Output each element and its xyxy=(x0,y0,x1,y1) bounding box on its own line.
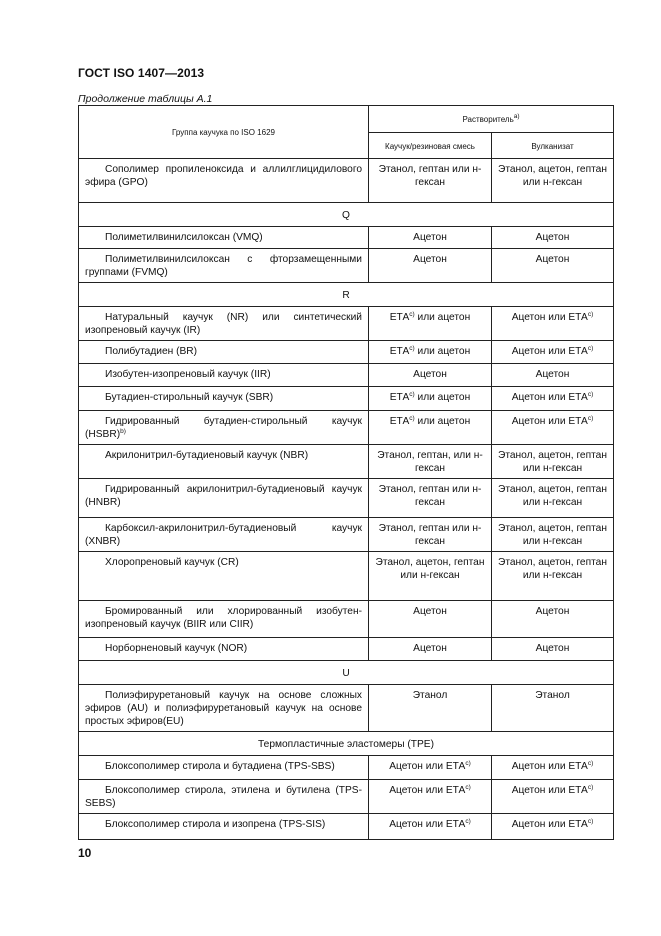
compound-solvent-cell xyxy=(369,411,492,445)
rubber-group-name: Натуральный каучук (NR) или синтетический изопреновый каучук (IR) xyxy=(85,312,362,336)
table-row xyxy=(79,756,614,780)
vulcanizate-solvent-cell xyxy=(492,445,614,479)
table-header-row xyxy=(79,106,614,133)
rubber-group-name: Гидрированный бутадиен-стирольный каучук (HSBR) xyxy=(85,416,362,440)
footnote-ref: c) xyxy=(465,760,471,767)
solvent-text-tail: или ацетон xyxy=(414,312,471,323)
section-row xyxy=(79,203,614,227)
compound-solvent-cell xyxy=(369,814,492,840)
solvent-text: Этанол, ацетон, гептан или н-гексан xyxy=(498,557,607,581)
vulcanizate-solvent-cell xyxy=(492,518,614,552)
section-row xyxy=(79,661,614,685)
table-row xyxy=(79,638,614,661)
compound-solvent-cell xyxy=(369,249,492,283)
table-row xyxy=(79,227,614,249)
vulcanizate-solvent-cell xyxy=(492,552,614,601)
vulcanizate-solvent-cell xyxy=(492,411,614,445)
solvent-text: Этанол, гептан, или н-гексан xyxy=(377,450,483,474)
footnote-ref: c) xyxy=(587,784,594,791)
solvent-text-tail: или ацетон xyxy=(414,346,471,357)
solvent-text: Ацетон xyxy=(535,369,570,380)
solvent-text: Этанол, ацетон, гептан или н-гексан xyxy=(498,164,607,188)
table-caption: Продолжение таблицы А.1 xyxy=(78,93,213,105)
compound-solvent-cell xyxy=(369,479,492,518)
compound-solvent-cell xyxy=(369,227,492,249)
header-solvent-cell xyxy=(369,106,614,133)
table-row xyxy=(79,411,614,445)
vulcanizate-solvent-cell xyxy=(492,814,614,840)
compound-solvent-cell xyxy=(369,307,492,341)
rubber-group-cell xyxy=(79,227,369,249)
vulcanizate-solvent-cell xyxy=(492,387,614,411)
rubber-group-name: Блоксополимер стирола, этилена и бутилена (TPS-SEBS) xyxy=(85,785,362,809)
solvent-text: Ацетон xyxy=(413,643,447,654)
compound-solvent-cell xyxy=(369,364,492,387)
rubber-group-name: Гидрированный акрилонитрил-бутадиеновый каучук (HNBR) xyxy=(85,484,362,508)
compound-solvent-cell xyxy=(369,756,492,780)
rubber-group-name: Полиэфируретановый каучук на основе сложных эфиров (AU) и полиэфируретановый каучук на основе простых эфиров(EU) xyxy=(85,690,362,727)
section-row xyxy=(79,732,614,756)
rubber-group-name: Полиметилвинилсилоксан с фторзамещенными группами (FVMQ) xyxy=(85,254,362,278)
solvent-table xyxy=(78,105,614,840)
solvent-text: Ацетон xyxy=(535,606,570,617)
footnote-ref: c) xyxy=(587,311,594,318)
rubber-group-name: Сополимер пропиленоксида и аллилглицидилового эфира (GPO) xyxy=(85,164,362,188)
solvent-text: Ацетон или ЕТА xyxy=(511,416,588,427)
document-header: ГОСТ ISO 1407—2013 xyxy=(78,66,205,80)
table-row xyxy=(79,601,614,638)
footnote-ref: c) xyxy=(465,784,471,791)
rubber-group-cell xyxy=(79,249,369,283)
rubber-group-cell xyxy=(79,411,369,445)
footnote-ref: a) xyxy=(513,113,520,120)
solvent-text: Ацетон или ЕТА xyxy=(511,785,588,796)
solvent-text: Этанол, ацетон, гептан или н-гексан xyxy=(498,523,607,547)
solvent-text: Этанол, ацетон, гептан или н-гексан xyxy=(498,484,607,508)
solvent-text: ЕТА xyxy=(389,392,410,403)
solvent-text: Ацетон или ЕТА xyxy=(511,312,588,323)
vulcanizate-solvent-cell xyxy=(492,685,614,732)
rubber-group-name: Норборненовый каучук (NOR) xyxy=(105,643,248,654)
table-row xyxy=(79,552,614,601)
rubber-group-cell xyxy=(79,638,369,661)
table-row xyxy=(79,387,614,411)
rubber-group-cell xyxy=(79,518,369,552)
table-row xyxy=(79,341,614,364)
footnote-ref: c) xyxy=(465,818,471,825)
compound-solvent-cell xyxy=(369,387,492,411)
footnote-ref: c) xyxy=(587,391,594,398)
solvent-text: Этанол, ацетон, гептан или н-гексан xyxy=(498,450,607,474)
solvent-text: Этанол, гептан или н-гексан xyxy=(378,164,482,188)
solvent-text: Ацетон или ЕТА xyxy=(511,761,588,772)
solvent-text: Ацетон или ЕТА xyxy=(511,819,588,830)
section-row xyxy=(79,283,614,307)
vulcanizate-solvent-cell xyxy=(492,638,614,661)
compound-solvent-cell xyxy=(369,445,492,479)
footnote-ref: b) xyxy=(120,428,126,435)
rubber-group-cell xyxy=(79,445,369,479)
solvent-text-tail: или ацетон xyxy=(414,392,471,403)
rubber-group-name: Карбоксил-акрилонитрил-бутадиеновый каучук (XNBR) xyxy=(85,523,362,547)
rubber-group-cell xyxy=(79,479,369,518)
vulcanizate-solvent-cell xyxy=(492,601,614,638)
solvent-text: Этанол xyxy=(412,690,448,701)
compound-solvent-cell xyxy=(369,685,492,732)
header-col2-cell xyxy=(492,133,614,159)
table-row xyxy=(79,814,614,840)
solvent-text: ЕТА xyxy=(389,312,410,323)
header-col1-cell xyxy=(369,133,492,159)
table-row xyxy=(79,445,614,479)
vulcanizate-solvent-cell xyxy=(492,479,614,518)
section-heading: U xyxy=(79,661,614,685)
rubber-group-name: Бромированный или хлорированный изобутен-изопреновый каучук (BIIR или CIIR) xyxy=(85,606,362,630)
section-heading: R xyxy=(79,283,614,307)
vulcanizate-solvent-cell xyxy=(492,364,614,387)
compound-solvent-cell xyxy=(369,159,492,203)
rubber-group-cell xyxy=(79,780,369,814)
compound-solvent-cell xyxy=(369,518,492,552)
rubber-group-name: Бутадиен-стирольный каучук (SBR) xyxy=(105,392,274,403)
rubber-group-cell xyxy=(79,387,369,411)
solvent-text: Ацетон или ЕТА xyxy=(389,785,466,796)
header-group-cell xyxy=(79,106,369,159)
vulcanizate-solvent-cell xyxy=(492,307,614,341)
footnote-ref: c) xyxy=(587,760,594,767)
page-number: 10 xyxy=(78,846,92,860)
solvent-text: Этанол xyxy=(535,690,570,701)
solvent-text: Этанол, гептан или н-гексан xyxy=(378,484,482,508)
solvent-text: Этанол, ацетон, гептан или н-гексан xyxy=(375,557,485,581)
footnote-ref: c) xyxy=(409,345,415,352)
footnote-ref: c) xyxy=(409,391,415,398)
section-heading: Q xyxy=(79,203,614,227)
vulcanizate-solvent-cell xyxy=(492,249,614,283)
section-heading: Термопластичные эластомеры (TPE) xyxy=(79,732,614,756)
solvent-text-tail: или ацетон xyxy=(414,416,471,427)
rubber-group-name: Акрилонитрил-бутадиеновый каучук (NBR) xyxy=(105,450,309,461)
footnote-ref: c) xyxy=(409,311,415,318)
solvent-text: Ацетон или ЕТА xyxy=(389,761,466,772)
rubber-group-name: Полибутадиен (BR) xyxy=(105,346,198,357)
solvent-text: Ацетон xyxy=(535,232,570,243)
footnote-ref: c) xyxy=(409,415,415,422)
solvent-text: Этанол, гептан или н-гексан xyxy=(378,523,482,547)
header-col1-label: Каучук/резиновая смесь xyxy=(385,141,475,151)
vulcanizate-solvent-cell xyxy=(492,159,614,203)
compound-solvent-cell xyxy=(369,601,492,638)
header-group-label: Группа каучука по ISO 1629 xyxy=(172,128,275,137)
table-row xyxy=(79,685,614,732)
header-col2-label: Вулканизат xyxy=(531,141,574,151)
footnote-ref: c) xyxy=(587,345,594,352)
solvent-text: Ацетон или ЕТА xyxy=(511,346,588,357)
vulcanizate-solvent-cell xyxy=(492,780,614,814)
solvent-text: Ацетон или ЕТА xyxy=(511,392,588,403)
rubber-group-cell xyxy=(79,159,369,203)
rubber-group-name: Изобутен-изопреновый каучук (IIR) xyxy=(105,369,271,380)
vulcanizate-solvent-cell xyxy=(492,227,614,249)
solvent-text: ЕТА xyxy=(389,416,410,427)
rubber-group-cell xyxy=(79,364,369,387)
table-row xyxy=(79,307,614,341)
rubber-group-cell xyxy=(79,814,369,840)
table-row xyxy=(79,780,614,814)
rubber-group-name: Полиметилвинилсилоксан (VMQ) xyxy=(105,232,263,243)
compound-solvent-cell xyxy=(369,552,492,601)
table-row xyxy=(79,159,614,203)
rubber-group-name: Блоксополимер стирола и изопрена (TPS-SIS) xyxy=(105,819,326,830)
rubber-group-name: Блоксополимер стирола и бутадиена (TPS-SBS) xyxy=(105,761,335,772)
rubber-group-cell xyxy=(79,341,369,364)
compound-solvent-cell xyxy=(369,638,492,661)
rubber-group-name: Хлоропреновый каучук (CR) xyxy=(105,557,239,568)
compound-solvent-cell xyxy=(369,780,492,814)
solvent-text: Ацетон или ЕТА xyxy=(389,819,466,830)
table-row xyxy=(79,518,614,552)
table-row xyxy=(79,479,614,518)
solvent-text: Ацетон xyxy=(413,369,447,380)
vulcanizate-solvent-cell xyxy=(492,341,614,364)
footnote-ref: c) xyxy=(587,818,594,825)
solvent-text: Ацетон xyxy=(413,606,447,617)
solvent-text: Ацетон xyxy=(535,643,570,654)
rubber-group-cell xyxy=(79,307,369,341)
compound-solvent-cell xyxy=(369,341,492,364)
header-solvent-label: Растворитель xyxy=(462,115,514,124)
rubber-group-cell xyxy=(79,552,369,601)
rubber-group-cell xyxy=(79,756,369,780)
solvent-text: Ацетон xyxy=(413,254,447,265)
rubber-group-cell xyxy=(79,601,369,638)
vulcanizate-solvent-cell xyxy=(492,756,614,780)
table-row xyxy=(79,249,614,283)
table-row xyxy=(79,364,614,387)
footnote-ref: c) xyxy=(587,415,594,422)
solvent-text: ЕТА xyxy=(389,346,410,357)
solvent-text: Ацетон xyxy=(413,232,447,243)
rubber-group-cell xyxy=(79,685,369,732)
solvent-text: Ацетон xyxy=(535,254,570,265)
